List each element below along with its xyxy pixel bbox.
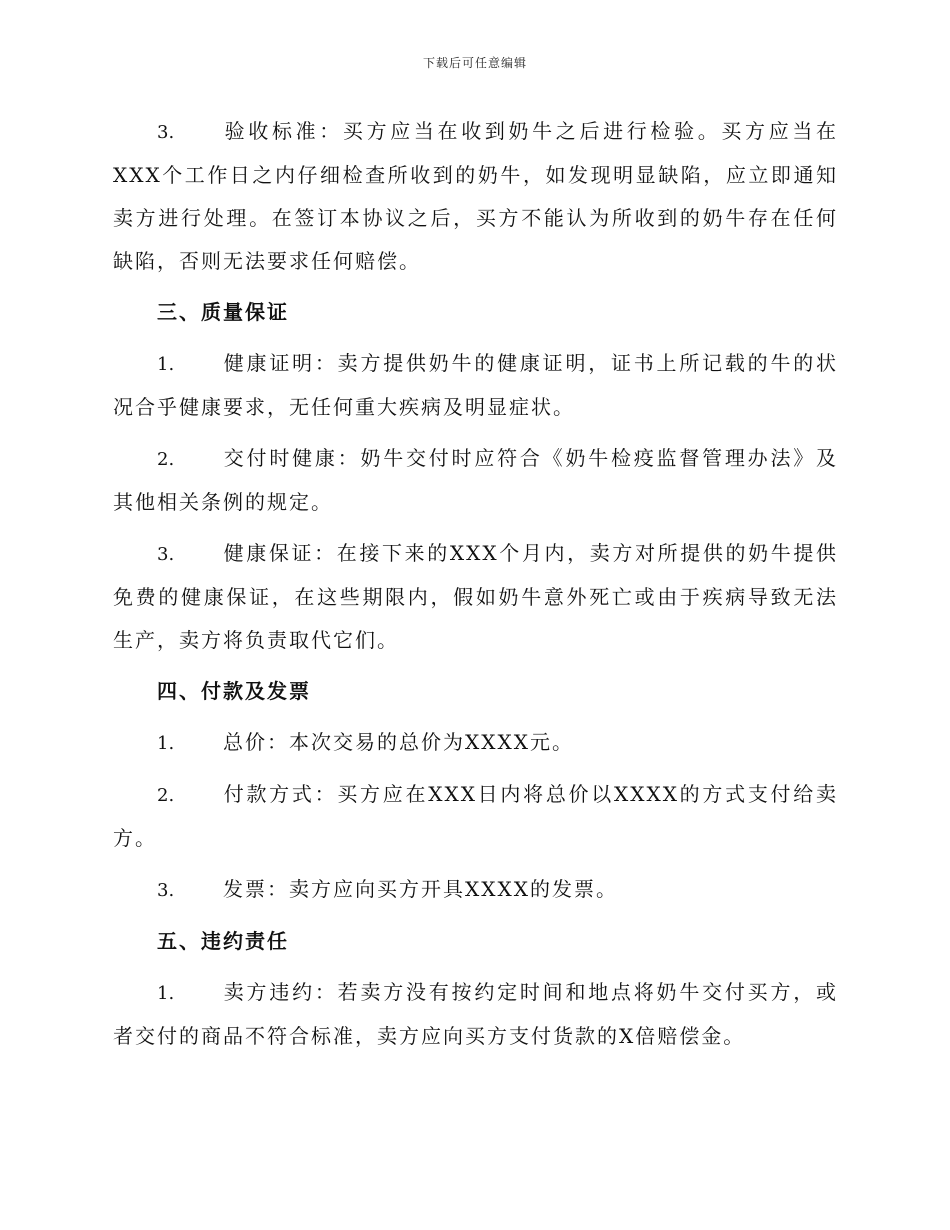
clause-number: 1. (157, 354, 175, 375)
clause-text: 健康保证：在接下来的XXX个月内，卖方对所提供的奶牛提供免费的健康保证，在这些期限内，假如奶牛意外死亡或由于疾病导致无法生产，卖方将负责取代它们。 (113, 541, 838, 652)
clause-number: 2. (157, 785, 175, 806)
clause-number: 1. (157, 983, 175, 1004)
clause-number: 3. (157, 880, 175, 901)
clause-number: 3. (157, 122, 175, 143)
page-header: 下载后可任意编辑 (422, 56, 527, 70)
section-heading-liability: 五、违约责任 (157, 929, 289, 953)
clause-3-1-health-cert (113, 342, 838, 429)
clause-text: 验收标准：买方应当在收到奶牛之后进行检验。买方应当在XXX个工作日之内仔细检查所收到的奶牛，如发现明显缺陷，应立即通知卖方进行处理。在签订本协议之后，买方不能认为所收到的奶牛存在任何缺陷，否则无法要求任何赔偿。 (113, 119, 838, 273)
clause-number: 2. (157, 449, 175, 470)
clause-text: 总价：本次交易的总价为XXXX元。 (223, 730, 574, 754)
clause-2-3-acceptance (113, 110, 838, 283)
document-body (113, 110, 838, 1066)
clause-3-3-health-guarantee (113, 532, 838, 662)
section-heading-quality: 三、质量保证 (157, 300, 289, 324)
clause-text: 交付时健康：奶牛交付时应符合《奶牛检疫监督管理办法》及其他相关条例的规定。 (113, 446, 838, 514)
clause-text: 健康证明：卖方提供奶牛的健康证明，证书上所记载的牛的状况合乎健康要求，无任何重大疾病及明显症状。 (113, 351, 838, 419)
section-heading-payment: 四、付款及发票 (157, 679, 311, 703)
clause-3-2-delivery-health (113, 437, 838, 524)
clause-number: 1. (157, 733, 175, 754)
clause-text: 发票：卖方应向买方开具XXXX的发票。 (223, 877, 618, 901)
clause-4-1-total-price (113, 721, 838, 765)
clause-5-1-seller-breach (113, 971, 838, 1058)
clause-4-2-payment-method (113, 773, 838, 860)
clause-text: 卖方违约：若卖方没有按约定时间和地点将奶牛交付买方，或者交付的商品不符合标准，卖方应向买方支付货款的X倍赔偿金。 (113, 980, 838, 1048)
clause-4-3-invoice (113, 868, 838, 912)
clause-text: 付款方式：买方应在XXX日内将总价以XXXX的方式支付给卖方。 (113, 782, 838, 850)
clause-number: 3. (157, 544, 175, 565)
